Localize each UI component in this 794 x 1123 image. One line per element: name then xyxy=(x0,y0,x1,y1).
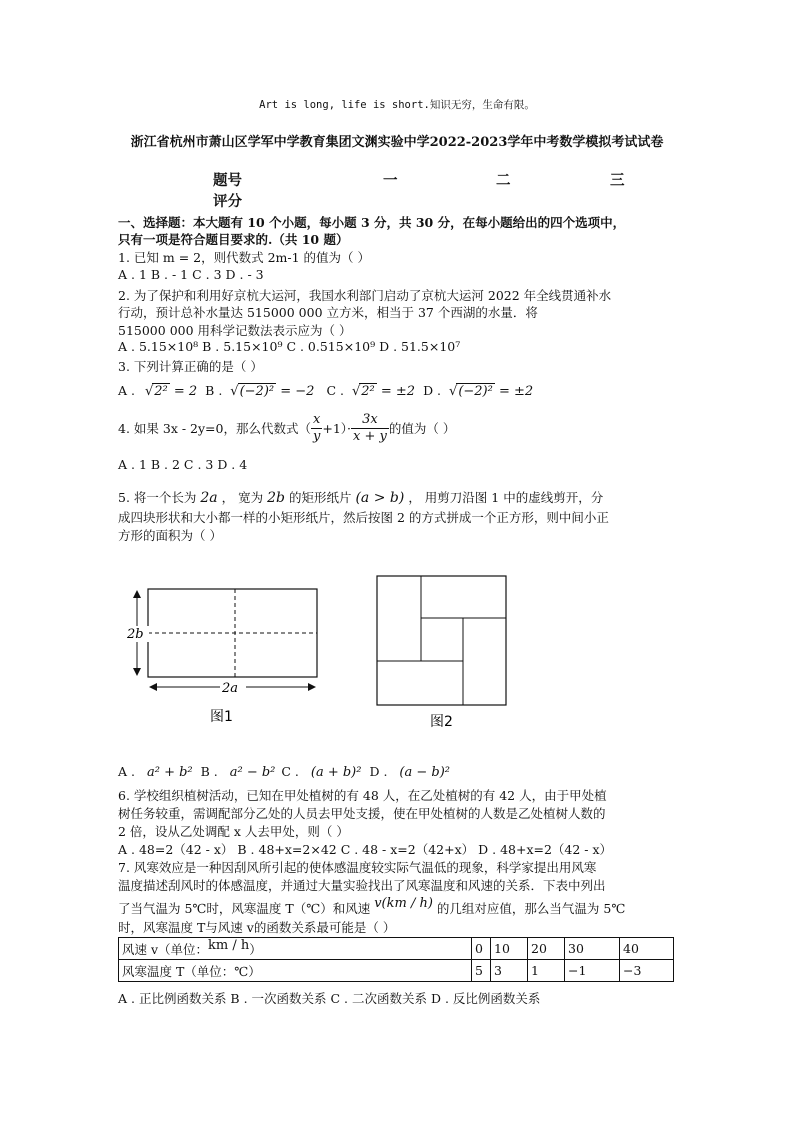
question-5-options xyxy=(118,764,450,780)
exam-title: 浙江省杭州市萧山区学军中学教育集团文渊实验中学2022-2023学年中考数学模拟考试试卷 xyxy=(130,135,664,150)
fig1-side-label: 2b xyxy=(127,627,144,642)
question-2-line2: 行动，预计总补水量达 515000 000 立方米，相当于 37 个西湖的水量．将 xyxy=(118,305,538,320)
option-d-label: D . xyxy=(423,383,442,398)
score-header-part1: 一 xyxy=(383,172,398,189)
question-5-line1 xyxy=(118,488,603,506)
score-header-part2: 二 xyxy=(496,172,511,189)
q7-velocity: v(km / h) xyxy=(374,896,433,911)
question-1-options: A . 1 B . - 1 C . 3 D . - 3 xyxy=(118,267,264,282)
option-c-label: C . xyxy=(326,383,344,398)
question-5-line3: 方形的面积为（ ） xyxy=(118,528,222,543)
question-6-line3: 2 倍，设从乙处调配 x 人去甲处，则（ ） xyxy=(118,824,349,839)
table-cell: −3 xyxy=(620,960,674,982)
table-cell: 30 xyxy=(565,938,620,960)
row2-label: 风寒温度 T（单位：℃） xyxy=(119,960,472,982)
fig2-square xyxy=(377,576,506,705)
option-b-label: B . xyxy=(200,764,218,779)
option-c-value: (a + b)² xyxy=(310,765,362,780)
question-4-stem xyxy=(118,412,455,445)
score-header-item: 题号 xyxy=(213,172,242,189)
question-7-line4: 时，风寒温度 T与风速 v的函数关系最可能是（ ） xyxy=(118,920,396,935)
table-cell: −1 xyxy=(565,960,620,982)
option-d-radicand: (−2)² xyxy=(458,384,493,399)
fig2-caption: 图2 xyxy=(430,714,453,730)
question-7-line3 xyxy=(118,896,626,917)
figure-1 xyxy=(120,580,330,730)
section-heading-line2: 只有一项是符合题目要求的.（共 10 题） xyxy=(118,232,349,247)
table-cell: 1 xyxy=(528,960,565,982)
question-1-stem: 1. 已知 m = 2，则代数式 2m-1 的值为（ ） xyxy=(118,250,371,265)
score-row-label: 评分 xyxy=(213,193,242,210)
question-5-line2: 成四块形状和大小都一样的小矩形纸片，然后按图 2 的方式拼成一个正方形，则中间小正 xyxy=(118,510,609,525)
question-2-options: A . 5.15×10⁸ B . 5.15×10⁹ C . 0.515×10⁹ D . 51.5×10⁷ xyxy=(118,339,461,354)
option-c-rhs: = ±2 xyxy=(380,384,416,399)
q5-condition: (a > b) xyxy=(355,490,405,506)
option-a-radicand: 2² xyxy=(154,384,168,399)
q4-mid: +1）· xyxy=(322,420,352,436)
section-heading: 一、选择题：本大题有 10 个小题，每小题 3 分，共 30 分，在每小题给出的四个选项中， xyxy=(118,215,626,230)
wind-chill-table xyxy=(118,937,674,982)
question-2-line1: 2. 为了保护和利用好京杭大运河，我国水利部门启动了京杭大运河 2022 年全线贯通补水 xyxy=(118,288,612,303)
table-row xyxy=(119,960,674,982)
option-d-value: (a − b)² xyxy=(399,765,450,780)
option-b-label: B . xyxy=(205,383,223,398)
q4-frac1-den: y xyxy=(313,429,321,444)
q4-fraction-1 xyxy=(311,412,322,445)
q4-fraction-2 xyxy=(351,412,389,445)
figure-2 xyxy=(370,570,520,732)
question-4-options: A . 1 B . 2 C . 3 D . 4 xyxy=(118,457,248,472)
option-c-label: C . xyxy=(281,764,299,779)
row1-label-b: ） xyxy=(249,941,262,957)
q4-frac2-den: x + y xyxy=(353,429,387,444)
option-b-radicand: (−2)² xyxy=(239,384,275,399)
q4-stem-b: 的值为（ ） xyxy=(388,420,456,436)
option-a-rhs: = 2 xyxy=(173,384,198,399)
option-a-label: A . xyxy=(118,764,135,779)
q4-frac1-num: x xyxy=(311,412,322,429)
option-b-rhs: = −2 xyxy=(280,384,315,399)
q5-part1: 5. 将一个长为 xyxy=(118,490,197,505)
question-2-line3: 515000 000 用科学记数法表示应为（ ） xyxy=(118,323,352,338)
table-cell: 0 xyxy=(472,938,491,960)
q5-length: 2a xyxy=(200,490,218,506)
fig1-caption: 图1 xyxy=(210,709,233,725)
score-header-part3: 三 xyxy=(610,172,625,189)
table-cell: 40 xyxy=(620,938,674,960)
table-cell: 20 xyxy=(528,938,565,960)
q5-part4: ， 用剪刀沿图 1 中的虚线剪开，分 xyxy=(408,490,604,505)
option-a-label: A . xyxy=(118,383,135,398)
question-7-options: A . 正比例函数关系 B . 一次函数关系 C . 二次函数关系 D . 反比例函数关系 xyxy=(118,991,541,1006)
q7-line3a: 了当气温为 5℃时，风寒温度 T（℃）和风速 xyxy=(118,901,371,916)
table-row xyxy=(119,938,674,960)
question-6-line2: 树任务较重，需调配部分乙处的人员去甲处支援，使在甲处植树的人数是乙处植树人数的 xyxy=(118,806,606,821)
header-motto: Art is long, life is short.知识无穷，生命有限。 xyxy=(259,99,535,111)
question-7-line1: 7. 风寒效应是一种因刮风所引起的使体感温度较实际气温低的现象，科学家提出用风寒 xyxy=(118,860,597,875)
fig1-bottom-label: 2a xyxy=(222,681,239,696)
q5-part3: 的矩形纸片 xyxy=(288,490,352,505)
q4-frac2-num: 3x xyxy=(351,412,389,429)
row1-unit: km / h xyxy=(208,937,250,953)
q5-part2: ， 宽为 xyxy=(221,490,264,505)
option-d-rhs: = ±2 xyxy=(498,384,534,399)
question-6-options: A . 48=2（42 - x） B . 48+x=2×42 C . 48 - x=2（42+x） D . 48+x=2（42 - x） xyxy=(118,842,613,857)
table-cell: 5 xyxy=(472,960,491,982)
q4-stem-a: 4. 如果 3x - 2y=0，那么代数式（ xyxy=(118,420,311,436)
question-3-options: A . √2² = 2 B . √(−2)² = −2 C . √2² = ±2 D . √(−2)² = ±2 xyxy=(118,383,534,399)
option-d-label: D . xyxy=(369,764,388,779)
table-cell: 10 xyxy=(491,938,528,960)
question-3-stem: 3. 下列计算正确的是（ ） xyxy=(118,359,263,374)
option-c-radicand: 2² xyxy=(361,384,375,399)
row1-label-a: 风速 v（单位： xyxy=(122,941,209,957)
option-a-value: a² + b² xyxy=(146,765,193,780)
table-cell: 3 xyxy=(491,960,528,982)
question-6-line1: 6. 学校组织植树活动，已知在甲处植树的有 48 人，在乙处植树的有 42 人，由于甲处植 xyxy=(118,788,607,803)
option-b-value: a² − b² xyxy=(229,765,276,780)
q5-width: 2b xyxy=(267,490,285,506)
q7-line3b: 的几组对应值，那么当气温为 5℃ xyxy=(436,901,626,916)
question-7-line2: 温度描述刮风时的体感温度，并通过大量实验找出了风寒温度和风速的关系．下表中列出 xyxy=(118,878,606,893)
row1-label xyxy=(119,938,472,960)
